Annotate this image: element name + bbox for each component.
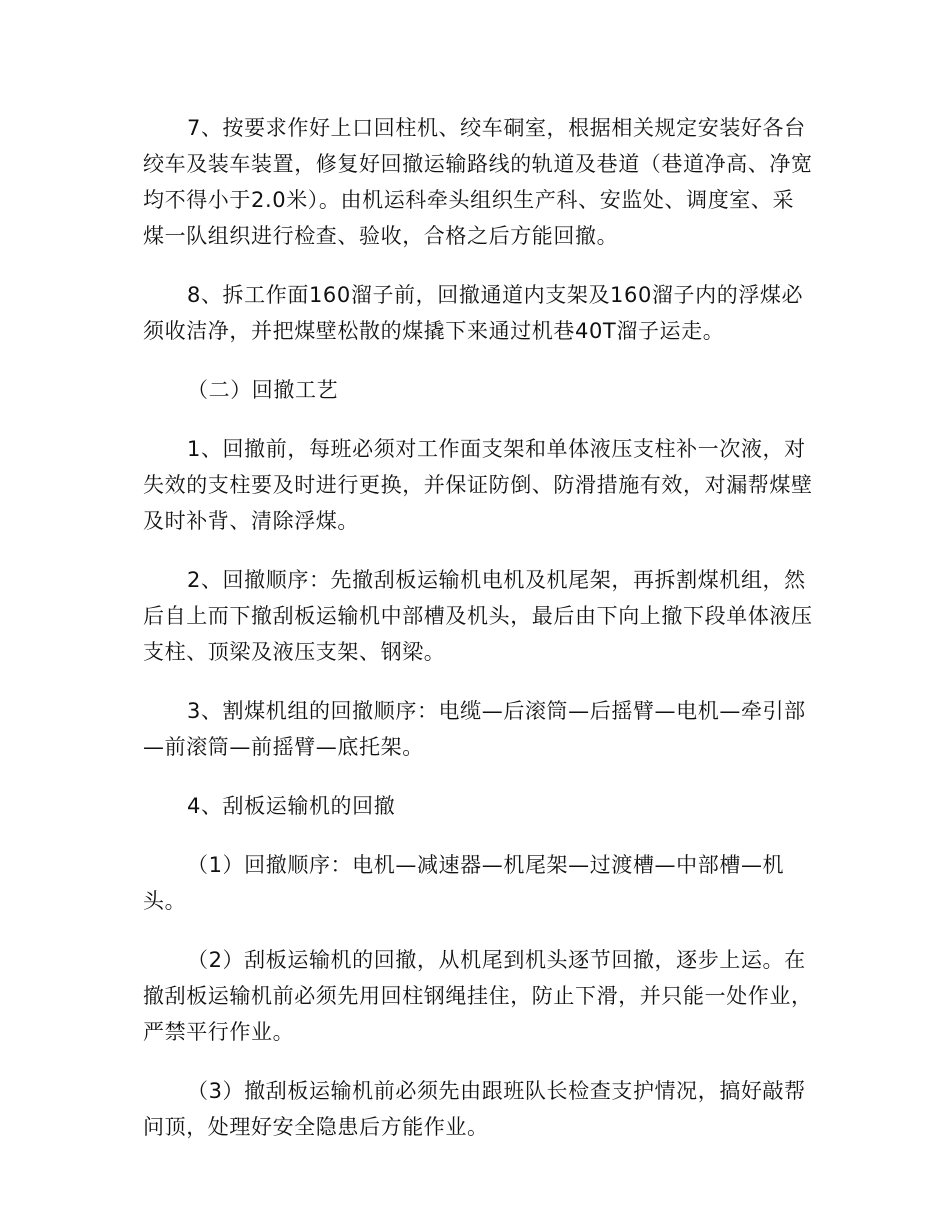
subparagraph-3: （3）撤刮板运输机前必须先由跟班队长检查支护情况，搞好敲帮问顶，处理好安全隐患后方能作业。 xyxy=(143,1079,806,1139)
section-heading-retreat-process: （二）回撤工艺 xyxy=(187,378,339,402)
document-body xyxy=(143,110,813,1166)
paragraph-1: 1、回撤前，每班必须对工作面支架和单体液压支柱补一次液，对失效的支柱要及时进行更换，并保证防倒、防滑措施有效，对漏帮煤壁及时补背、清除浮煤。 xyxy=(143,437,813,533)
subparagraph-2: （2）刮板运输机的回撤，从机尾到机头逐节回撤，逐步上运。在撤刮板运输机前必须先用回柱钢绳挂住，防止下滑，并只能一处作业，严禁平行作业。 xyxy=(143,948,813,1044)
paragraph-3: 3、割煤机组的回撤顺序：电缆—后滚筒—后摇臂—电机—牵引部—前滚筒—前摇臂—底托架。 xyxy=(143,699,806,759)
paragraph-2: 2、回撤顺序：先撤刮板运输机电机及机尾架，再拆割煤机组，然后自上而下撤刮板运输机中部槽及机头，最后由下向上撤下段单体液压支柱、顶梁及液压支架、钢梁。 xyxy=(143,568,813,664)
paragraph-8: 8、拆工作面160溜子前，回撤通道内支架及160溜子内的浮煤必须收洁净，并把煤壁松散的煤撬下来通过机巷40T溜子运走。 xyxy=(143,283,804,343)
subparagraph-1: （1）回撤顺序：电机—减速器—机尾架—过渡槽—中部槽—机头。 xyxy=(143,853,785,913)
paragraph-4-heading: 4、刮板运输机的回撤 xyxy=(187,794,396,818)
paragraph-7: 7、按要求作好上口回柱机、绞车硐室，根据相关规定安装好各台绞车及装车装置，修复好回撤运输路线的轨道及巷道（巷道净高、净宽均不得小于2.0米）。由机运科牵头组织生产科、安监处、调度室、采煤一队组织进行检查、验收，合格之后方能回撤。 xyxy=(143,116,813,248)
